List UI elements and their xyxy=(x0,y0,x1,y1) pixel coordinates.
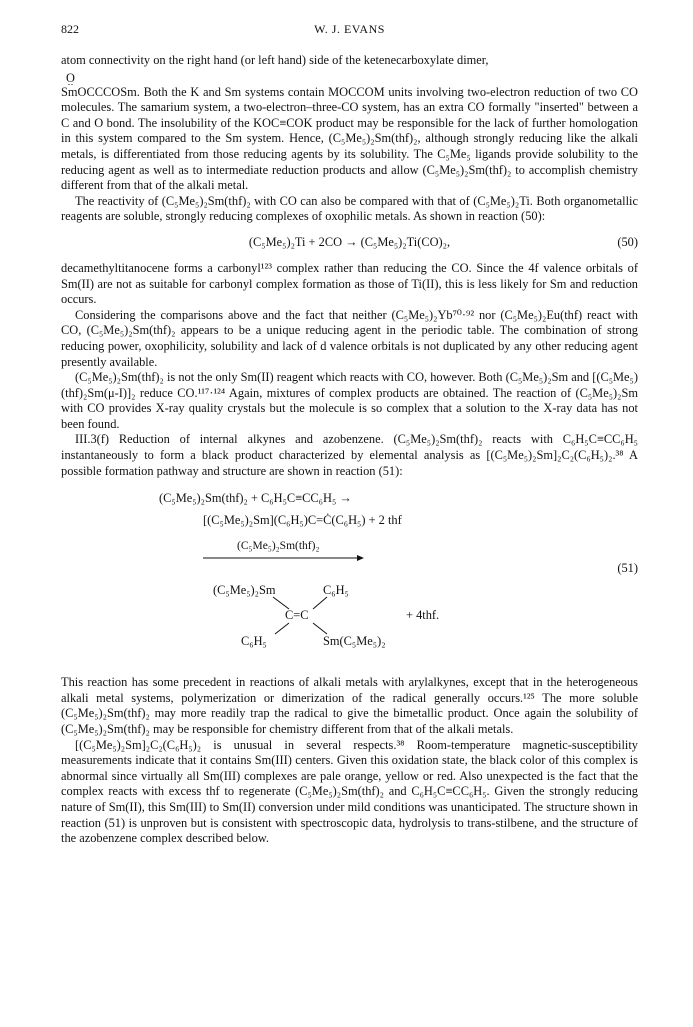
bond-lower-right xyxy=(313,623,327,634)
alkene-center: C=C xyxy=(285,608,309,623)
paragraph-6: III.3(f) Reduction of internal alkynes and azobenzene. (C₅Me₅)₂Sm(thf)₂ reacts with C₆H₅C≡CC₆H₅ instantaneously to form a black product characterized by elemental analysis as [(C₅Me₅)₂Sm]₂C₂(C₆H₅)₂.³⁸ A possible formation pathway and structure are shown in reaction (51): xyxy=(61,432,638,478)
phenyl-lower-left: C₆H₅ xyxy=(241,634,267,649)
reaction-number: (51) xyxy=(617,561,638,576)
carbonyl-annotation xyxy=(61,69,638,85)
sm-upper-left: (C₅Me₅)₂Sm xyxy=(213,583,276,598)
carbonyl-oxygen: O xyxy=(66,70,75,85)
paragraph-2: The reactivity of (C₅Me₅)₂Sm(thf)₂ with CO can also be compared with that of (C₅Me₅)₂Ti. Both organometallic reagents are soluble, strongly reducing complexes of oxophilic metals. As shown in reaction (50): xyxy=(61,193,638,224)
paragraph-7: This reaction has some precedent in reactions of alkali metals with arylalkynes, except that in the heterogeneous alkali metal systems, polymerization or dimerization of the radical generally occurs.¹²⁵ The more soluble (C₅Me₅)₂Sm(thf)₂ may more readily trap the radical to give the bimetallic product. Once again the solubility of (C₅Me₅)₂Sm(thf)₂ may be responsible for chemistry different from that of the alkali metals. xyxy=(61,675,638,737)
equation-50-number: (50) xyxy=(617,234,638,249)
paragraph-4: Considering the comparisons above and the fact that neither (C₅Me₅)₂Yb⁷⁰·⁹² nor (C₅Me₅)₂Eu(thf) react with CO, (C₅Me₅)₂Sm(thf)₂ appears to be a unique reducing agent in the periodic table. The combination of strong reducing power, oxophilicity, solubility and lack of d valence orbitals is not duplicated by any other reducing agent presently available. xyxy=(61,307,638,369)
running-author: W. J. EVANS xyxy=(314,22,385,36)
reaction-arrow-head xyxy=(357,555,364,561)
paragraph-1: SmOCCCOSm. Both the K and Sm systems contain MOCCOM units involving two-electron reduction of two CO molecules. The samarium system, a two-electron–three-CO system, has an extra CO formally "inserted" between a C and O bond. The insolubility of the KOC≡COK product may be responsible for the lack of further homologation in this system compared to the Sm system. Hence, (C₅Me₅)₂Sm(thf)₂, although strongly reducing like the alkali metals, is differentiated from those reducing agents by its solubility. The C₅Me₅ ligands provide solubility to the reducing agent as well as to intermediate reduction products and allow (C₅Me₅)₂Sm(thf)₂ to accomplish chemistry different from that of the alkali metal. xyxy=(61,84,638,193)
carbonyl-double-bond xyxy=(61,69,81,85)
arrow-reagent: (C₅Me₅)₂Sm(thf)₂ xyxy=(237,540,320,553)
equation-50 xyxy=(61,227,638,259)
scheme-line-2: [(C₅Me₅)₂Sm](C₆H₅)C=Ċ(C₆H₅) + 2 thf xyxy=(203,513,402,528)
equation-50-body: (C₅Me₅)₂Ti + 2CO → (C₅Me₅)₂Ti(CO)₂, xyxy=(248,234,451,249)
scheme-line-1: (C₅Me₅)₂Sm(thf)₂ + C₆H₅C≡CC₆H₅ → xyxy=(159,491,352,506)
sm-lower-right: Sm(C₅Me₅)₂ xyxy=(323,634,386,649)
bond-upper-right xyxy=(313,597,327,609)
phenyl-upper-right: C₆H₅ xyxy=(323,583,349,598)
paragraph-5: (C₅Me₅)₂Sm(thf)₂ is not the only Sm(II) reagent which reacts with CO, however. Both (C₅Me₅)₂Sm and [(C₅Me₅)(thf)₂Sm(μ-I)]₂ reduce CO.¹¹⁷·¹²⁴ Again, mixtures of complex products are obtained. The reaction of (C₅Me₅)₂Sm with CO provides X-ray quality crystals but the molecule is so complex that a solution to the X-ray data has not been found. xyxy=(61,370,638,431)
page-number: 822 xyxy=(61,22,79,36)
running-header xyxy=(61,22,638,38)
paragraph-3: decamethyltitanocene forms a carbonyl¹²³ complex rather than reducing the CO. Since the 4f valence orbitals of Sm(II) are not as suitable for carbonyl complex formation as those of Ti(II), this is less likely for Sm and reduction occurs. xyxy=(61,260,638,307)
bond-lower-left xyxy=(275,623,289,634)
reaction-scheme-51 xyxy=(61,485,638,665)
paragraph-1-line-1: atom connectivity on the right hand (or left hand) side of the ketenecarboxylate dimer, xyxy=(61,53,489,67)
paragraph-8: [(C₅Me₅)₂Sm]₂C₂(C₆H₅)₂ is unusual in several respects.³⁸ Room-temperature magnetic-susceptibility measurements indicate that it contains Sm(III) centers. Given this oxidation state, the black color of this complex is abnormal since virtually all Sm(III) complexes are pale orange, yellow or red. Also unexpected is the fact that the complex reacts with excess thf to regenerate (C₅Me₅)₂Sm(thf)₂ and C₆H₅C≡CC₆H₅. Given the strongly reducing nature of Sm(II), this Sm(III) to Sm(II) conversion under mild conditions was unanticipated. The structure shown in reaction (51) is unproven but is consistent with spectroscopic data, hydrolysis to trans-stilbene, and the structure of the azobenzene complex described below. xyxy=(61,737,638,846)
plus-thf: + 4thf. xyxy=(406,608,440,623)
body-text xyxy=(61,53,638,847)
